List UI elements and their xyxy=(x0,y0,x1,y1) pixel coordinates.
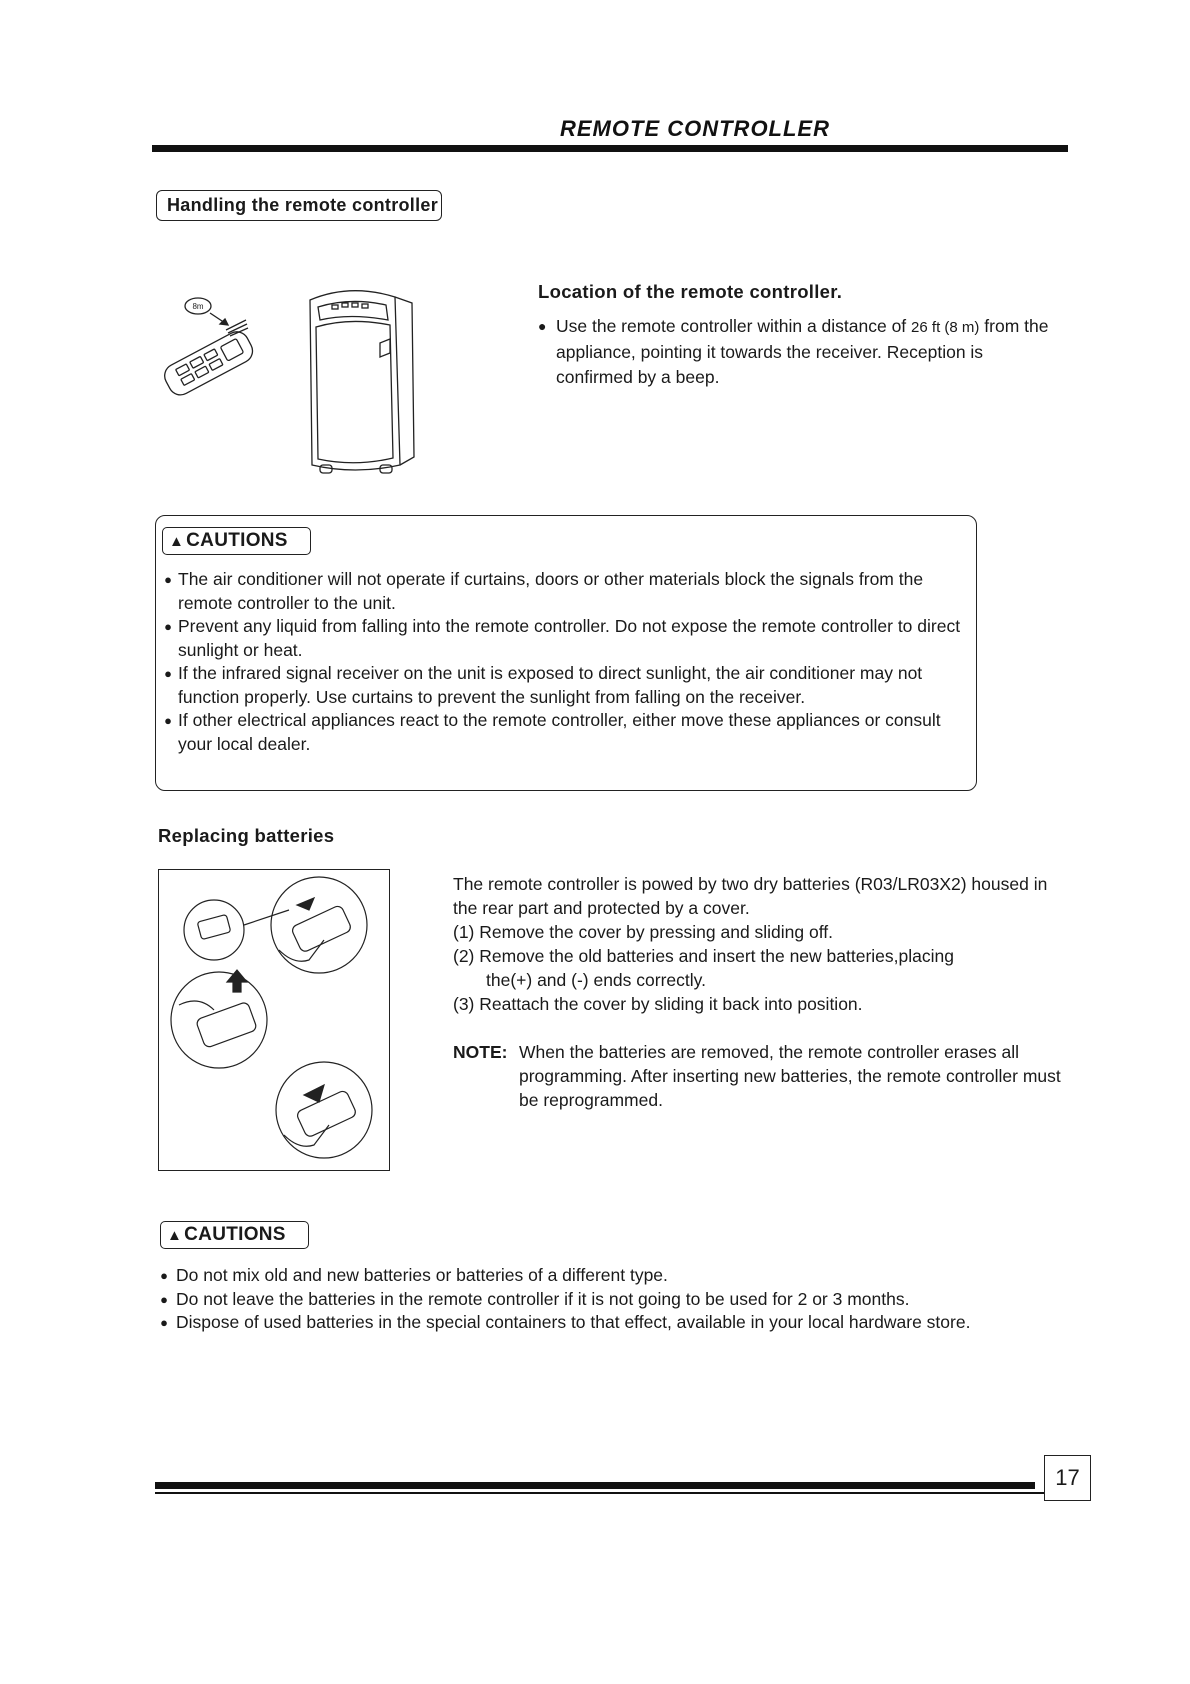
cautions-list xyxy=(158,568,968,756)
step-2-circle xyxy=(171,972,267,1068)
battery-step-2: (2) Remove the old batteries and insert the new batteries,placing xyxy=(453,946,954,966)
header-rule xyxy=(152,145,1068,152)
battery-step-2-continued: the(+) and (-) ends correctly. xyxy=(486,970,706,990)
caution-text: Do not mix old and new batteries or batteries of a different type. xyxy=(176,1265,668,1285)
cautions-label: CAUTIONS xyxy=(186,530,288,551)
note-text: When the batteries are removed, the remote controller erases all programming. After inserting new batteries, the remote controller must be reprogrammed. xyxy=(519,1042,1061,1110)
step-3-circle xyxy=(276,1062,372,1158)
location-text-main: Use the remote controller within a distance of xyxy=(556,316,907,336)
caution-text: If the infrared signal receiver on the unit is exposed to direct sunlight, the air conditioner may not function properly. Use curtains to prevent the sunlight from falling on the receiver. xyxy=(178,663,923,707)
battery-steps-illustration xyxy=(159,870,389,1170)
location-distance: 26 ft (8 m) xyxy=(911,319,980,336)
page-number: 17 xyxy=(1044,1455,1091,1501)
battery-intro: The remote controller is powed by two dry batteries (R03/LR03X2) housed in the rear part and protected by a cover. xyxy=(453,874,1048,918)
caution-text: The air conditioner will not operate if curtains, doors or other materials block the signals from the remote controller to the unit. xyxy=(178,569,924,613)
caution-item xyxy=(152,1311,1102,1335)
footer-rule xyxy=(155,1482,1035,1489)
caution-item xyxy=(158,662,968,709)
battery-step-3: (3) Reattach the cover by sliding it back into position. xyxy=(453,994,863,1014)
warning-icon: ▲ xyxy=(169,533,185,550)
battery-instructions xyxy=(453,872,1073,1112)
remote-and-unit-illustration xyxy=(150,275,450,490)
bullet-dot: ● xyxy=(164,619,172,634)
bullet-dot: ● xyxy=(538,318,547,334)
bullet-dot: ● xyxy=(164,713,172,728)
battery-cautions-list xyxy=(152,1264,1102,1335)
bullet-dot: ● xyxy=(160,1268,168,1283)
caution-item xyxy=(152,1264,1102,1288)
battery-cautions-tag xyxy=(160,1221,309,1249)
detail-circle-1 xyxy=(184,900,244,960)
caution-item xyxy=(152,1288,1102,1312)
page-title: REMOTE CONTROLLER xyxy=(560,116,830,141)
step-1-circle xyxy=(271,877,367,973)
bullet-dot: ● xyxy=(160,1291,168,1307)
location-bullets xyxy=(538,314,1058,390)
caution-text: Dispose of used batteries in the special containers to that effect, available in your local hardware store. xyxy=(176,1312,971,1332)
location-bullet xyxy=(538,314,1058,390)
caution-text: If other electrical appliances react to the remote controller, either move these appliances or consult your local dealer. xyxy=(178,710,941,754)
location-text xyxy=(556,314,1058,390)
caution-item xyxy=(158,568,968,615)
warning-icon: ▲ xyxy=(167,1227,183,1244)
cautions-label: CAUTIONS xyxy=(184,1224,286,1245)
battery-note xyxy=(453,1040,1073,1112)
bullet-dot: ● xyxy=(160,1315,168,1330)
cautions-tag xyxy=(162,527,311,555)
battery-step-1: (1) Remove the cover by pressing and sliding off. xyxy=(453,922,834,942)
bullet-dot: ● xyxy=(164,572,172,587)
replacing-batteries-title: Replacing batteries xyxy=(158,825,335,846)
caution-text: Do not leave the batteries in the remote controller if it is not going to be used for 2 or 3 months. xyxy=(176,1288,910,1309)
note-label: NOTE: xyxy=(453,1042,508,1062)
footer-rule-thin xyxy=(155,1492,1085,1494)
location-text-rest: from the appliance, pointing it towards the receiver. Reception is confirmed by a beep. xyxy=(556,316,1049,387)
bullet-dot: ● xyxy=(164,666,172,681)
caution-item xyxy=(158,615,968,662)
location-title: Location of the remote controller. xyxy=(538,281,843,302)
handling-section-tag: Handling the remote controller xyxy=(156,190,442,221)
caution-item xyxy=(158,709,968,756)
battery-replacement-figure xyxy=(158,869,390,1171)
caution-text: Prevent any liquid from falling into the remote controller. Do not expose the remote controller to direct sunlight or heat. xyxy=(178,616,961,660)
distance-badge-label: 8m xyxy=(192,302,204,311)
